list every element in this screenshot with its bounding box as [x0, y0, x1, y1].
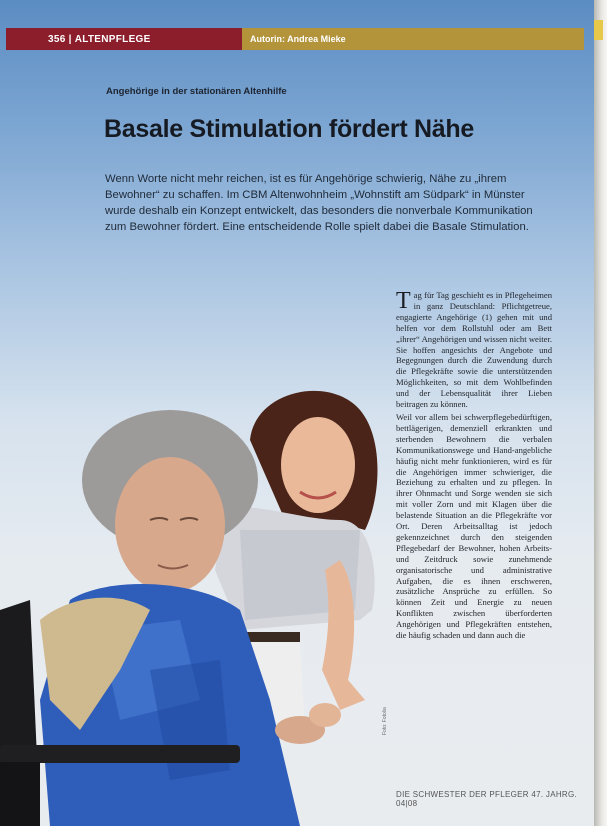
- article-photo: [0, 370, 400, 826]
- photo-credit: Foto: Fotolia: [382, 707, 388, 735]
- page-footer: DIE SCHWESTER DER PFLEGER 47. JAHRG. 04|08: [396, 790, 578, 808]
- drop-cap: T: [396, 288, 411, 314]
- article-kicker: Angehörige in der stationären Altenhilfe: [106, 86, 287, 97]
- article-body-column: [396, 290, 552, 643]
- body-paragraph-2: Weil vor allem bei schwerpflegebedürftigen, bettlägerigen, demenziell erkrankten und sterbenden Bewohnern die verbalen Kommunikationswege und Hand-angebliche häufig nicht mehr funktionieren, wird es für die Angehörigen immer schwieriger, die Beziehung zu erhalten und zu pflegen. In ihrer Ohnmacht und Sorge wenden sie sich mit voller Zorn und mit Klagen über die belastende Situation an die Pflegekräfte vor Ort. Deren Arbeitsalltag ist jedoch gekennzeichnet durch den steigenden Pflegebedarf der Bewohner, hohen Arbeits- und Zeitdruck sowie zunehmende organisatorische und administrative Aufgaben, die es ihnen erschweren, zusätzliche Ansprüche zu erfüllen. So können Zeit und Energie zu neuen Konflikten zwischen überforderten Angehörigen und Pflegekräften entstehen, die häufig schaden und dann auch die: [396, 411, 552, 641]
- body-paragraph: [396, 412, 552, 641]
- article-lead: Wenn Worte nicht mehr reichen, ist es für Angehörige schwierig, Nähe zu „ihrem Bewohner“ zu schaffen. Im CBM Altenwohnheim „Wohnstift am Südpark“ in Münster wurde deshalb ein Konzept entwickelt, das besonders die nonverbale Kommunikation zum Bewohner fördert. Eine entscheidende Rolle spielt dabei die Basale Stimulation.: [105, 173, 533, 233]
- section-name: ALTENPFLEGE: [74, 33, 151, 45]
- body-paragraph-1: ag für Tag geschieht es in Pflegeheimen in ganz Deutschland: Pflichtgetreue, engagierte Angehörige (1) gehen mit und helfen vor dem Rollstuhl oder am Bett „ihrer“ Angehörigen und wissen nicht weiter. Sie hoffen angesichts der Angebote und Begegnungen durch die Zuwendung durch die Pflegekräfte sowie die unterstützenden Möglichkeiten, so mit dem Wohlbefinden und der Lebensqualität ihrer Lieben beitragen zu können.: [396, 290, 552, 410]
- page-spine: [594, 0, 607, 826]
- header-section-bar: [6, 28, 242, 50]
- page-number: 356: [48, 33, 66, 45]
- header-separator: |: [68, 33, 72, 45]
- running-header: [6, 28, 584, 50]
- article-title: Basale Stimulation fördert Nähe: [104, 115, 474, 143]
- page-edge-tab: [594, 20, 603, 40]
- author-bar: [242, 28, 584, 50]
- body-paragraph: [396, 290, 552, 410]
- author-name: Autorin: Andrea Mieke: [250, 34, 346, 44]
